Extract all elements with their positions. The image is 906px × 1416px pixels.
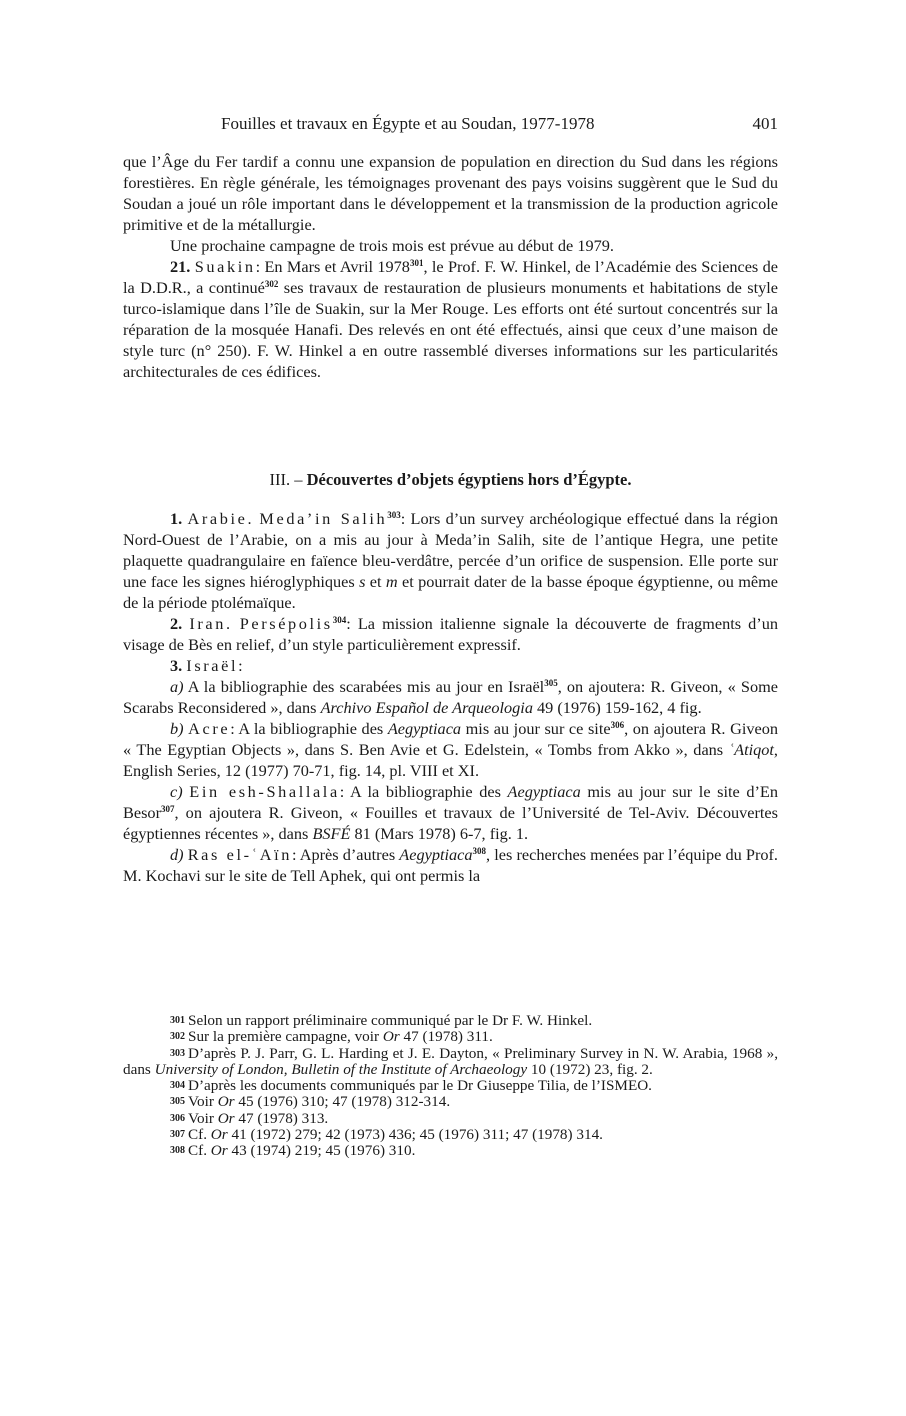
- footnote-306: [123, 1111, 778, 1127]
- entry-text: : En Mars et Avril 1978: [255, 257, 410, 276]
- footnote-305: [123, 1094, 778, 1110]
- footnote-text: 41 (1972) 279; 42 (1973) 436; 45 (1976) 311; 47 (1978) 314.: [227, 1126, 603, 1144]
- footnote-ref-303: 303: [387, 510, 401, 520]
- footnote-text: 43 (1974) 219; 45 (1976) 310.: [227, 1142, 416, 1160]
- entry-text: , les recherches menées par l’équipe du Prof. M. Kochavi sur le site de Tell Aphek, qui ont permis la: [123, 845, 779, 885]
- entry-text: et: [365, 572, 386, 591]
- journal-abbrev: Or: [217, 1093, 235, 1111]
- country-name: Israël: [186, 656, 239, 675]
- entry-text: 49 (1976) 159-162, 4 fig.: [532, 698, 702, 717]
- body-section-iii: [123, 508, 778, 886]
- entry-text: : La mission italienne signale la découverte de fragments d’un visage de Bès en relief, d’un style particulièrement expressif.: [123, 614, 779, 654]
- running-header: [123, 114, 778, 138]
- country-name: Arabie.: [187, 509, 255, 528]
- journal-title: BSFÉ: [312, 824, 351, 843]
- entry-2-iran: [123, 613, 778, 655]
- entry-number: 2.: [170, 614, 183, 633]
- site-name: Suakin: [194, 257, 256, 276]
- footnote-number: 306: [170, 1112, 185, 1124]
- paragraph-iron-age: que l’Âge du Fer tardif a connu une expansion de population en direction du Sud dans les régions forestières. En règle générale, les témoignages provenant des pays voisins suggèrent que le Sud du Soudan a joué un rôle important dans le développement et la transmission de la production agricole primitive et de la métallurgie.: [123, 152, 778, 234]
- footnote-text: 45 (1976) 310; 47 (1978) 312-314.: [234, 1093, 451, 1111]
- footnote-text: 10 (1972) 23, fig. 2.: [527, 1060, 653, 1078]
- entry-number: 21.: [170, 257, 191, 276]
- entry-text: A la bibliographie des scarabées mis au jour en Israël: [183, 677, 545, 696]
- journal-abbrev: Or: [210, 1142, 228, 1160]
- footnote-ref-305: 305: [544, 678, 558, 688]
- footnote-text: 47 (1978) 313.: [234, 1109, 329, 1127]
- footnote-text: Cf.: [188, 1126, 211, 1144]
- entry-text: , English Series, 12 (1977) 70-71, fig. 14, pl. VIII et XI.: [123, 740, 778, 780]
- paragraph-next-campaign: Une prochaine campagne de trois mois est prévue au début de 1979.: [170, 236, 614, 255]
- glyph-m: m: [385, 572, 398, 591]
- footnote-ref-301: 301: [409, 258, 424, 268]
- footnote-ref-302: 302: [264, 279, 279, 289]
- journal-abbrev: Or: [217, 1109, 235, 1127]
- entry-3b-acre: [123, 718, 778, 781]
- footnote-ref-304: 304: [332, 615, 347, 625]
- sub-label: a): [170, 677, 184, 696]
- site-name: Persépolis: [239, 614, 333, 633]
- entry-3d-ras-el-ain: [123, 844, 778, 886]
- entry-text: mis au jour sur ce site: [461, 719, 611, 738]
- entry-text: , on ajoutera: R. Giveon, « Some Scarabs Reconsidered », dans: [123, 677, 779, 717]
- entry-number: 1.: [170, 509, 183, 528]
- entry-text: ses travaux de restauration de plusieurs monuments et habitations de style turco-islamique dans l’île de Suakin, sur la Mer Rouge. Les efforts ont été surtout concentrés sur la réparation de la mosquée Hanafi. Des relevés en ont été effectués, ainsi que ceux d’une maison de style turc (n° 250). F. W. Hinkel a en outre rassemblé diverses informations sur les particularités architecturales de ces édifices.: [123, 278, 779, 381]
- sub-label: c): [170, 782, 183, 801]
- footnote-number: 308: [170, 1145, 185, 1157]
- footnote-ref-307: 307: [160, 804, 175, 814]
- footnote-303: [123, 1046, 778, 1079]
- site-name: Meda’in Salih: [259, 509, 388, 528]
- footnote-ref-306: 306: [610, 720, 625, 730]
- italic-term: Aegyptiaca: [399, 845, 473, 864]
- footnote-text: Voir: [188, 1109, 218, 1127]
- site-name: Ras el-ʿAïn: [187, 845, 292, 864]
- footnote-301: [123, 1013, 778, 1029]
- site-name: Acre: [188, 719, 231, 738]
- italic-term: Aegyptiaca: [507, 782, 581, 801]
- footnote-ref-308: 308: [472, 846, 487, 856]
- entry-text: , on ajoutera R. Giveon, « Fouilles et travaux de l’Université de Tel-Aviv. Découvertes égyptiennes récentes », dans: [123, 803, 778, 843]
- italic-term: Aegyptiaca: [387, 719, 462, 738]
- entry-text: et pourrait dater de la basse époque égyptienne, ou même de la période ptolémaïque.: [123, 572, 779, 612]
- body-top: [123, 151, 778, 382]
- entry-text: :: [238, 656, 243, 675]
- footnote-number: 307: [170, 1129, 185, 1141]
- footnote-number: 303: [170, 1047, 185, 1059]
- footnote-text: D’après les documents communiqués par le Dr Giuseppe Tilia, de l’ISMEO.: [188, 1077, 652, 1095]
- journal-title: ʿAtiqot: [728, 740, 774, 759]
- footnote-304: [123, 1078, 778, 1094]
- running-title: Fouilles et travaux en Égypte et au Soudan, 1977-1978: [221, 114, 595, 133]
- section-number: III. –: [269, 470, 307, 489]
- entry-1-arabie: [123, 508, 778, 613]
- footnote-text: Voir: [188, 1093, 218, 1111]
- section-title: Découvertes d’objets égyptiens hors d’Égypte.: [306, 470, 632, 489]
- footnote-number: 305: [170, 1096, 185, 1108]
- footnote-number: 304: [170, 1080, 185, 1092]
- country-name: Iran.: [189, 614, 233, 633]
- entry-3a: [123, 676, 778, 718]
- entry-3c-ein-esh-shallala: [123, 781, 778, 844]
- footnote-text: Selon un rapport préliminaire communiqué par le Dr F. W. Hinkel.: [188, 1012, 593, 1029]
- footnote-308: [123, 1143, 778, 1159]
- footnote-text: 47 (1978) 311.: [399, 1028, 493, 1046]
- site-name: Ein esh-Shallala: [189, 782, 340, 801]
- footnote-text: D’après P. J. Parr, G. L. Harding et J. E. Dayton, « Preliminary Survey in N. W. Arabia, 1968 », dans: [123, 1044, 778, 1078]
- footnotes: [123, 1013, 778, 1160]
- section-heading: [123, 470, 778, 490]
- journal-title: Archivo Español de Arqueologia: [320, 698, 533, 717]
- glyph-s: s: [359, 572, 366, 591]
- journal-abbrev: Or: [210, 1126, 228, 1144]
- footnote-307: [123, 1127, 778, 1143]
- journal-title: University of London, Bulletin of the Institute of Archaeology: [154, 1060, 528, 1078]
- entry-text: mis au jour sur le site d’En Besor: [123, 782, 779, 822]
- footnote-302: [123, 1029, 778, 1045]
- entry-text: : A la bibliographie des: [339, 782, 508, 801]
- footnote-number: 302: [170, 1031, 185, 1043]
- footnote-text: Cf.: [188, 1142, 211, 1160]
- page-number: 401: [752, 114, 778, 133]
- journal-abbrev: Or: [382, 1028, 400, 1046]
- footnote-text: Sur la première campagne, voir: [188, 1028, 383, 1046]
- entry-text: : Après d’autres: [291, 845, 400, 864]
- footnote-number: 301: [170, 1015, 185, 1026]
- entry-text: : A la bibliographie des: [230, 719, 388, 738]
- entry-text: , on ajoutera R. Giveon « The Egyptian Objects », dans S. Ben Avie et G. Edelstein, « Tombs from Akko », dans: [123, 719, 779, 759]
- entry-3-israel: [123, 655, 778, 676]
- entry-21-suakin: [123, 256, 778, 382]
- entry-text: 81 (Mars 1978) 6-7, fig. 1.: [350, 824, 529, 843]
- sub-label: d): [170, 845, 184, 864]
- entry-text: , le Prof. F. W. Hinkel, de l’Académie des Sciences de la D.D.R., a continué: [123, 257, 778, 297]
- sub-label: b): [170, 719, 184, 738]
- entry-number: 3.: [170, 656, 183, 675]
- entry-text: : Lors d’un survey archéologique effectué dans la région Nord-Ouest de l’Arabie, on a mis au jour à Meda’in Salih, site de l’antique Hegra, une petite plaquette quadrangulaire en faïence bleu-verdâtre, percée d’un orifice de suspension. Elle porte sur une face les signes hiéroglyphiques: [123, 509, 778, 591]
